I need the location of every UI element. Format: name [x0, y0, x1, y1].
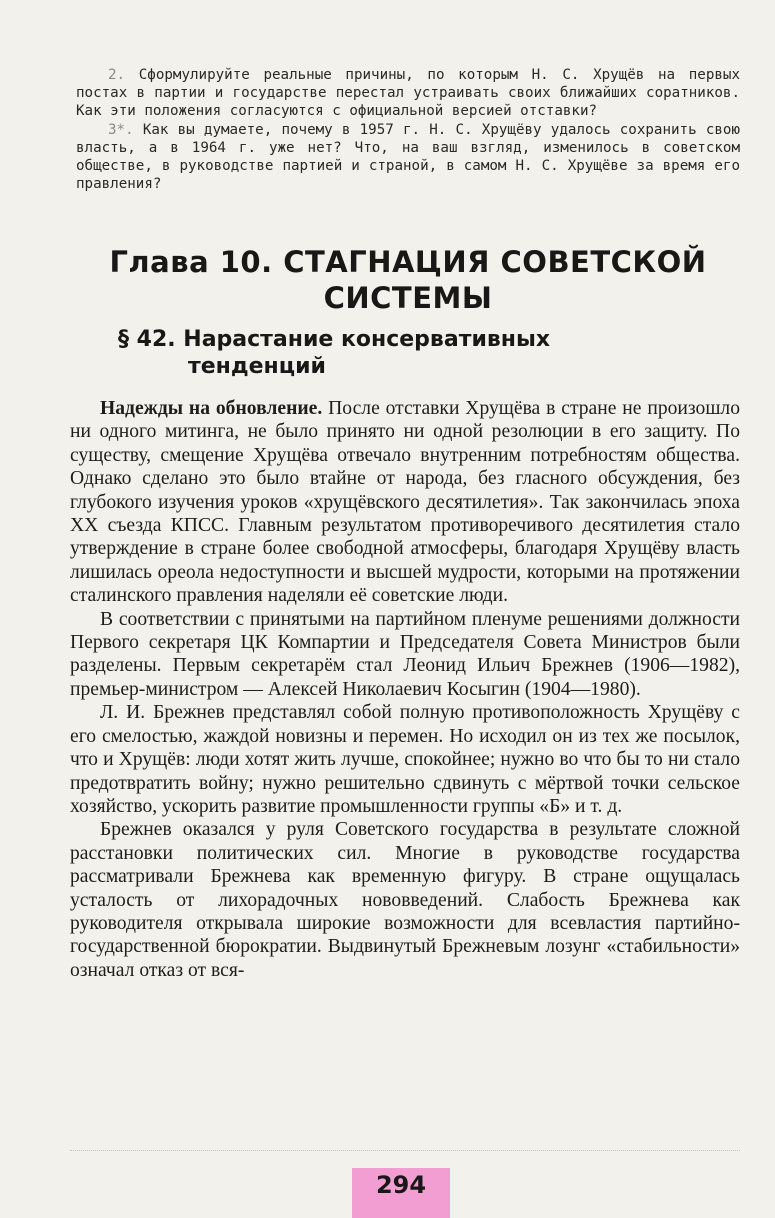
paragraph-1-heading: Надежды на обновление.	[100, 398, 323, 419]
chapter-title-line-1: Глава 10. СТАГНАЦИЯ СОВЕТСКОЙ	[109, 245, 707, 279]
chapter-title	[76, 244, 740, 316]
review-questions	[76, 66, 740, 193]
paragraph-4: Брежнев оказался у руля Советского государства в результате сложной расстановки политических сил. Многие в руководстве государства рассматривали Брежнева как временную фигуру. В стране ощущалась усталость от лихорадочных нововведений. Слабость Брежнева как руководителя открывала широкие возможности для всевластия партийно-государственной бюрократии. Выдвинутый Брежневым лозунг «стабильности» означал отказ от вся-	[70, 819, 740, 981]
chapter-title-line-2: СИСТЕМЫ	[323, 281, 493, 315]
question-3-number: 3*.	[108, 121, 134, 138]
question-3	[76, 121, 740, 194]
question-3-text: Как вы думаете, почему в 1957 г. Н. С. Хрущёву удалось сохранить свою власть, а в 1964 г. уже нет? Что, на ваш взгляд, изменилось в советском обществе, в руководстве партией и страной, в самом Н. С. Хрущёве за время его правления?	[76, 121, 741, 193]
paragraph-1-text: После отставки Хрущёва в стране не произошло ни одного митинга, не было принято ни одной резолюции в его защиту. По существу, смещение Хрущёва отвечало внутренним потребностям общества. Однако сделано это было втайне от народа, без гласного обсуждения, без глубокого изучения уроков «хрущёвского десятилетия». Так закончилась эпоха XX съезда КПСС. Главным результатом противоречивого десятилетия стало утверждение в стране более свободной атмосферы, благодаря Хрущёву власть лишилась ореола недоступности и высшей мудрости, которыми на протяжении сталинского правления наделяли её советские люди.	[70, 398, 740, 607]
question-2	[76, 66, 740, 121]
section-title-line-1: § 42. Нарастание консервативных	[118, 327, 551, 352]
body-text	[70, 397, 740, 982]
page-number-badge	[352, 1168, 450, 1218]
paragraph-2: В соответствии с принятыми на партийном пленуме решениями должности Первого секретаря ЦК Компартии и Председателя Совета Министров были разделены. Первым секретарём стал Леонид Ильич Брежнев (1906—1982), премьер-министром — Алексей Николаевич Косыгин (1904—1980).	[70, 608, 740, 700]
paragraph-3: Л. И. Брежнев представлял собой полную противоположность Хрущёву с его смелостью, жаждой новизны и перемен. Но исходил он из тех же посылок, что и Хрущёв: люди хотят жить лучше, спокойнее; нужно во что бы то ни стало предотвратить войну; нужно решительно сдвинуть с мёртвой точки сельское хозяйство, ускорить развитие промышленности группы «Б» и т. д.	[70, 702, 740, 817]
question-2-text: Сформулируйте реальные причины, по которым Н. С. Хрущёв на первых постах в партии и государстве перестал устраивать своих ближайших соратников. Как эти положения согласуются с официальной версией отставки?	[76, 67, 740, 120]
section-title	[118, 326, 678, 380]
section-title-line-2: тенденций	[188, 354, 326, 379]
page-number: 294	[375, 1171, 427, 1199]
question-2-number: 2.	[108, 67, 126, 83]
footer-divider	[70, 1150, 740, 1151]
paragraph-1	[70, 397, 740, 608]
